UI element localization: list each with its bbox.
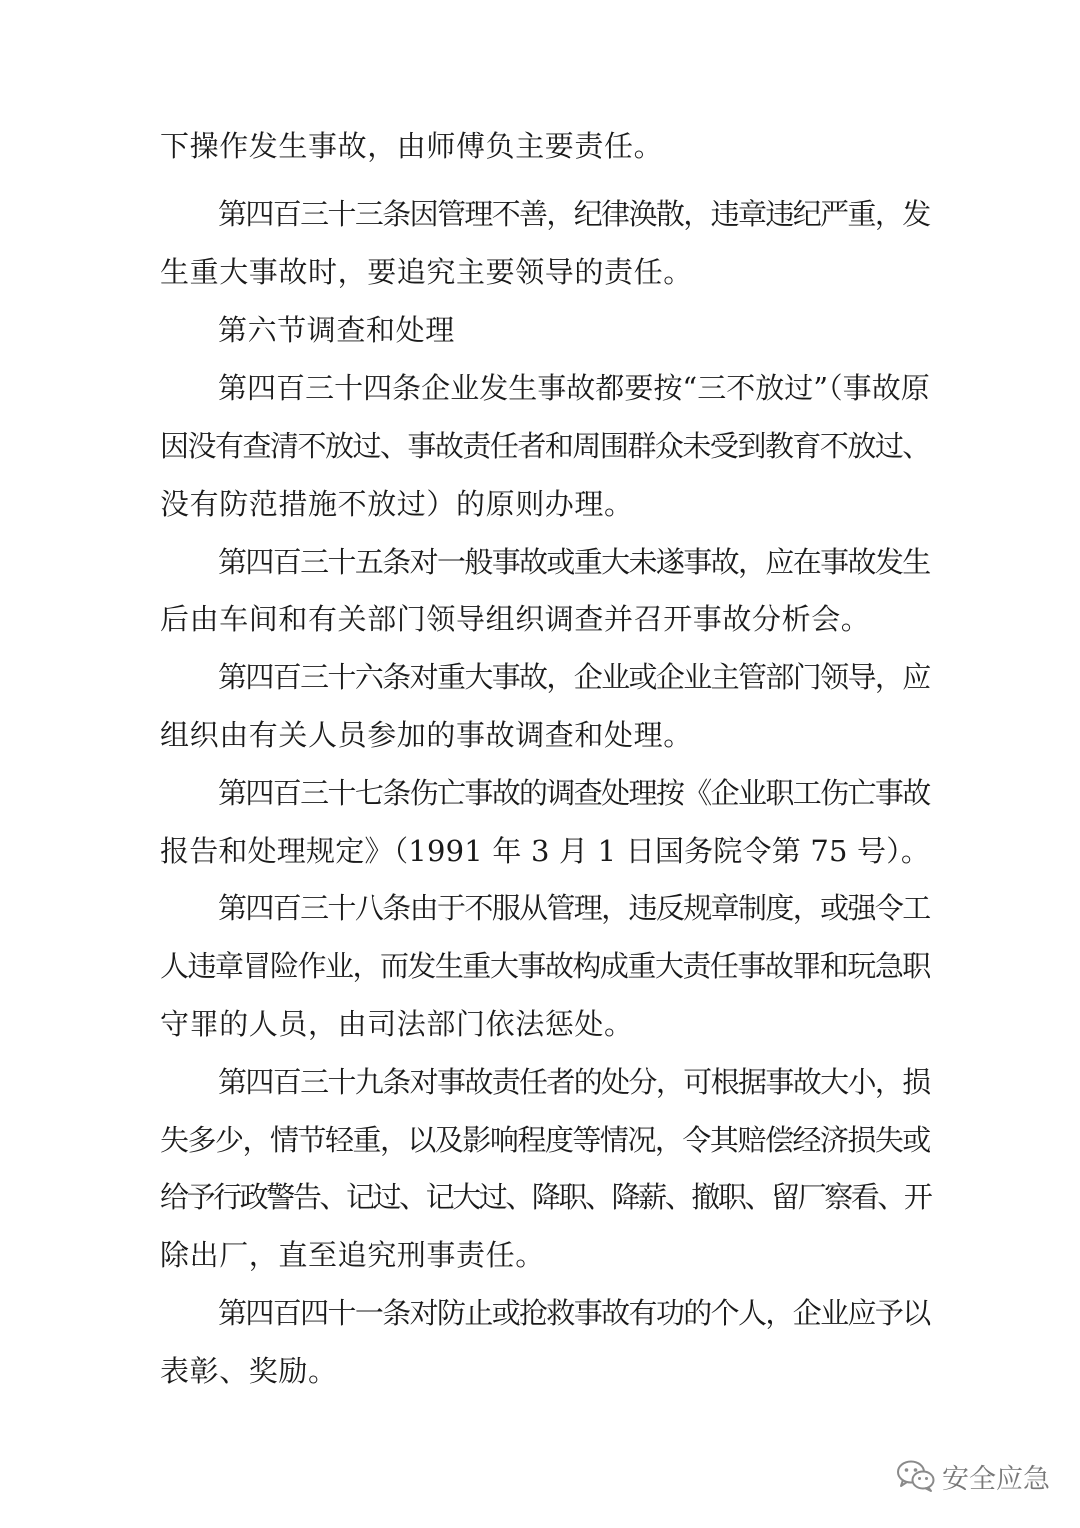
text-line: 第四百三十七条伤亡事故的调查处理按《企业职工伤亡事故 bbox=[218, 776, 930, 810]
text-line: 第四百三十三条因管理不善，纪律涣散，违章违纪严重，发 bbox=[218, 197, 930, 231]
text-line: 守罪的人员，由司法部门依法惩处。 bbox=[160, 1007, 634, 1041]
text-line: 表彰、奖励。 bbox=[160, 1354, 338, 1388]
text-line: 人违章冒险作业，而发生重大事故构成重大责任事故罪和玩急职 bbox=[160, 949, 930, 983]
text-line: 组织由有关人员参加的事故调查和处理。 bbox=[160, 718, 693, 752]
text-line: 第四百三十四条企业发生事故都要按“三不放过”（事故原 bbox=[218, 371, 930, 405]
wechat-icon bbox=[896, 1459, 936, 1493]
text-line: 下操作发生事故，由师傅负主要责任。 bbox=[160, 129, 664, 163]
text-line: 没有防范措施不放过）的原则办理。 bbox=[160, 487, 634, 521]
text-line: 第四百三十五条对一般事故或重大未遂事故，应在事故发生 bbox=[218, 545, 930, 579]
watermark bbox=[896, 1452, 1050, 1500]
text-line: 给予行政警告、记过、记大过、降职、降薪、撤职、留厂察看、开 bbox=[160, 1180, 931, 1214]
text-line: 生重大事故时，要追究主要领导的责任。 bbox=[160, 255, 693, 289]
text-line: 第四百四十一条对防止或抢救事故有功的个人，企业应予以 bbox=[218, 1296, 930, 1330]
text-line: 第四百三十九条对事故责任者的处分，可根据事故大小，损 bbox=[218, 1065, 930, 1099]
text-line: 失多少，情节轻重，以及影响程度等情况，令其赔偿经济损失或 bbox=[160, 1123, 930, 1157]
text-line: 报告和处理规定》（1991 年 3 月 1 日国务院令第 75 号）。 bbox=[160, 834, 931, 868]
text-line: 第四百三十六条对重大事故，企业或企业主管部门领导，应 bbox=[218, 660, 930, 694]
text-line: 后由车间和有关部门领导组织调查并召开事故分析会。 bbox=[160, 602, 871, 636]
watermark-text: 安全应急 bbox=[942, 1463, 1050, 1495]
text-line: 第四百三十八条由于不服从管理，违反规章制度，或强令工 bbox=[218, 891, 930, 925]
section-heading: 第六节调查和处理 bbox=[218, 313, 455, 347]
text-line: 除出厂，直至追究刑事责任。 bbox=[160, 1238, 545, 1272]
text-line: 因没有查清不放过、事故责任者和周围群众未受到教育不放过、 bbox=[160, 429, 930, 463]
